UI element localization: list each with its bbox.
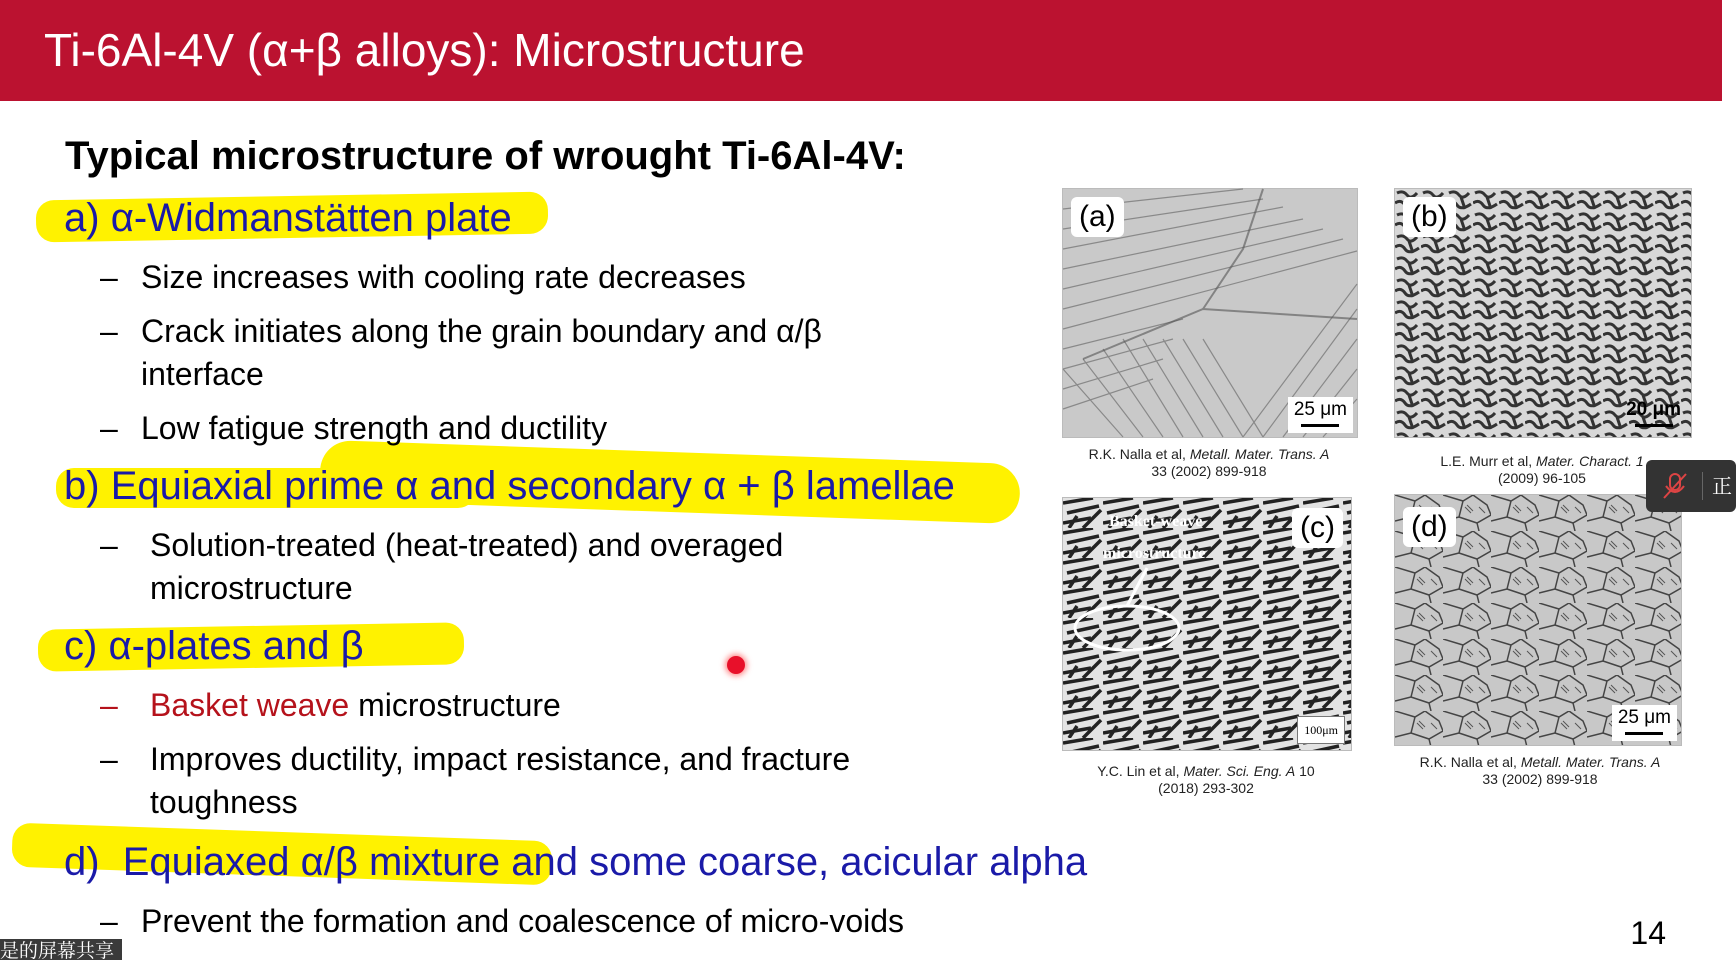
figure-a-label: (a) xyxy=(1071,197,1124,237)
meeting-toolbar-char: 正 xyxy=(1712,474,1732,498)
figure-d-caption xyxy=(1380,754,1700,788)
figure-b-scale xyxy=(1620,397,1687,433)
dash: – xyxy=(100,313,118,349)
figure-a-caption-journal: Metall. Mater. Trans. A xyxy=(1189,446,1330,462)
slide-title: Ti-6Al-4V (α+β alloys): Microstructure xyxy=(44,24,805,76)
section-d-title-rest: and some coarse, acicular alpha xyxy=(500,840,1088,884)
laser-pointer xyxy=(727,656,745,674)
meeting-toolbar[interactable] xyxy=(1646,460,1736,512)
figure-a-caption-authors: R.K. Nalla et al, xyxy=(1088,446,1190,462)
dash: – xyxy=(100,410,118,446)
section-c-heading xyxy=(64,622,364,670)
figure-b-label: (b) xyxy=(1403,197,1456,237)
dash: – xyxy=(100,259,118,295)
muted-mic-icon[interactable] xyxy=(1662,472,1688,500)
section-c-title: α-plates and β xyxy=(108,624,364,668)
figure-d-scale xyxy=(1612,705,1677,741)
bullet-b-1: Solution-treated (heat-treated) and overaged xyxy=(150,527,784,563)
section-b-marker: b) xyxy=(64,464,100,508)
bullet-a-2-cont: interface xyxy=(141,356,264,392)
bullet-c-2-cont: toughness xyxy=(150,784,298,820)
figure-a-scale xyxy=(1288,397,1353,433)
figure-c-scale-text: 100μm xyxy=(1304,723,1338,737)
figure-c-scale xyxy=(1297,716,1345,744)
section-a-heading xyxy=(64,194,512,242)
bullet-a-2: Crack initiates along the grain boundary and α/β xyxy=(141,313,822,349)
figure-d-scale-bar xyxy=(1625,732,1663,735)
micrograph-b xyxy=(1394,188,1692,438)
dash-red: – xyxy=(100,687,118,723)
bullet-c-1 xyxy=(150,684,561,727)
figure-d-scale-text: 25 μm xyxy=(1617,707,1671,728)
bullet-d-1: Prevent the formation and coalescence of micro-voids xyxy=(141,903,905,939)
figure-a-caption-ref: 33 (2002) 899-918 xyxy=(1151,463,1267,479)
page-number: 14 xyxy=(1630,915,1666,951)
figure-d-caption-authors: R.K. Nalla et al, xyxy=(1419,754,1521,770)
figure-b-caption-journal: Mater. Charact. 1 xyxy=(1536,453,1644,469)
figure-c-caption-ref: (2018) 293-302 xyxy=(1158,780,1254,796)
meeting-toolbar-divider xyxy=(1702,472,1703,500)
figure-c-label: (c) xyxy=(1292,508,1343,548)
figure-a-scale-bar xyxy=(1301,424,1339,427)
figure-b-caption-authors: L.E. Murr et al, xyxy=(1440,453,1537,469)
dash: – xyxy=(100,903,118,939)
figure-a-caption xyxy=(1050,446,1368,480)
figure-c-caption-journal: Mater. Sci. Eng. A xyxy=(1183,763,1296,779)
figure-c-caption xyxy=(1040,763,1372,797)
section-c-marker: c) xyxy=(64,624,98,668)
dash: – xyxy=(100,527,118,563)
dash: – xyxy=(100,741,118,777)
section-a-marker: a) xyxy=(64,196,100,240)
figure-d-label: (d) xyxy=(1403,507,1456,547)
figure-c-overlay-text-2: microstructure xyxy=(1103,545,1206,562)
bullet-c-2: Improves ductility, impact resistance, and fracture xyxy=(150,741,851,777)
figure-d-caption-ref: 33 (2002) 899-918 xyxy=(1482,771,1598,787)
micrograph-c xyxy=(1062,497,1352,751)
figure-c-caption-authors: Y.C. Lin et al, xyxy=(1097,763,1184,779)
figure-b-scale-bar xyxy=(1635,424,1673,427)
figure-a-scale-text: 25 μm xyxy=(1293,399,1347,420)
section-a-title: α-Widmanstätten plate xyxy=(110,196,512,240)
screen-share-banner: 是的屏幕共享 xyxy=(0,939,122,960)
section-b-heading xyxy=(64,462,955,510)
section-d-marker: d) xyxy=(64,840,100,884)
section-d-heading xyxy=(64,838,1087,886)
bullet-b-1-cont: microstructure xyxy=(150,570,353,606)
figure-b-caption-ref: (2009) 96-105 xyxy=(1498,470,1586,486)
bullet-a-1: Size increases with cooling rate decreases xyxy=(141,259,746,295)
figure-d-caption-journal: Metall. Mater. Trans. A xyxy=(1520,754,1661,770)
figure-c-caption-vol: 10 xyxy=(1295,763,1315,779)
bullet-c-1-rest: microstructure xyxy=(349,687,561,723)
figure-c-overlay-text-1: Basket-weave xyxy=(1109,513,1203,530)
basket-weave-term: Basket weave xyxy=(150,687,350,723)
section-d-title-highlight: Equiaxed α/β mixture xyxy=(122,840,501,884)
bullet-a-3: Low fatigue strength and ductility xyxy=(141,410,608,446)
micrograph-d xyxy=(1394,494,1682,746)
slide-subtitle: Typical microstructure of wrought Ti-6Al-4V: xyxy=(65,134,906,178)
micrograph-a xyxy=(1062,188,1358,438)
section-b-title: Equiaxial prime α and secondary α + β lamellae xyxy=(110,464,955,508)
figure-b-scale-text: 20 μm xyxy=(1626,399,1681,420)
